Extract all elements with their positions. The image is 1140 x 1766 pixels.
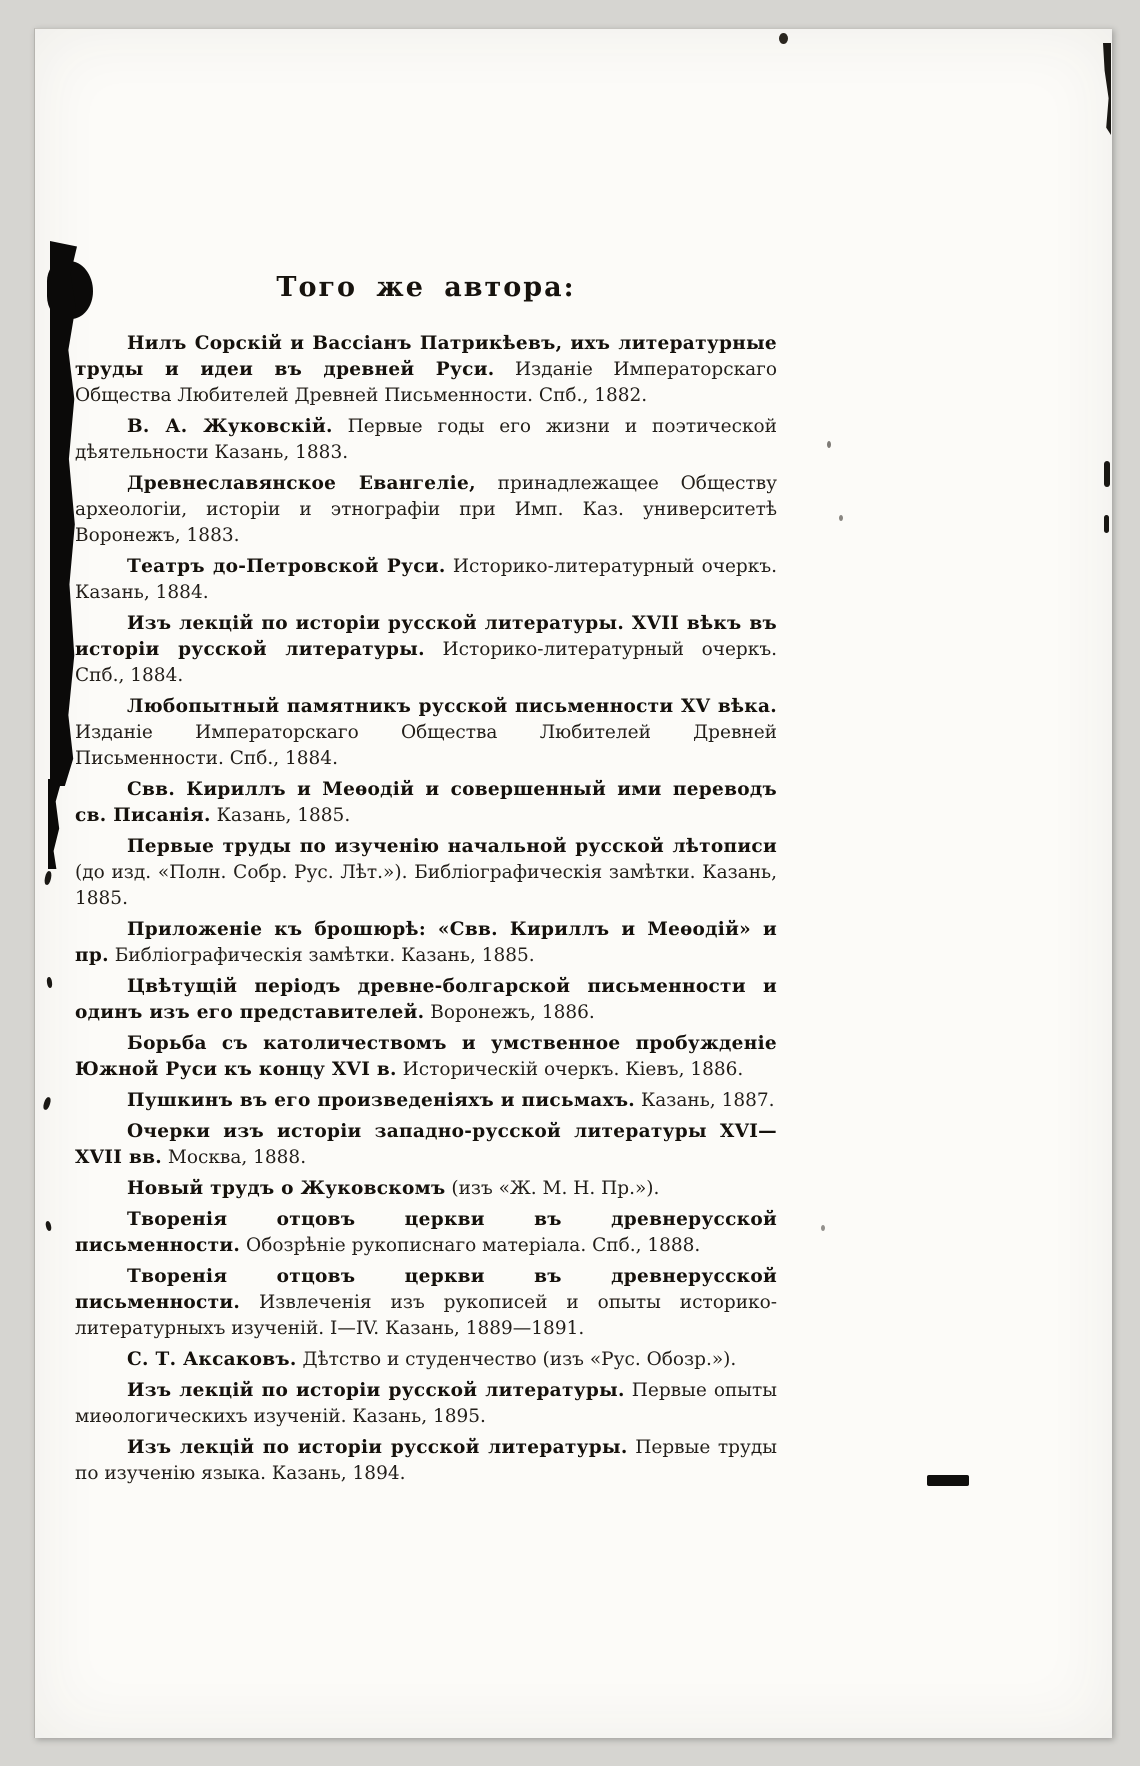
scan-dot-artifact [779, 33, 788, 44]
bibliography-entry [75, 1119, 777, 1171]
bibliography-entry [75, 1435, 777, 1487]
entry-title: Изъ лекцій по исторіи русской литературы. [127, 1437, 628, 1458]
entry-details: Казань, 1885. [210, 805, 351, 826]
page-edge-artifact [1103, 43, 1111, 135]
entry-title: Древнеславянское Евангеліе, [127, 473, 476, 494]
bibliography-entry [75, 694, 777, 772]
scan-dot-artifact [839, 515, 843, 521]
entry-title: Очерки изъ исторіи западно-русской литературы XVI—XVII вв. [75, 1121, 777, 1168]
scan-dot-artifact [821, 1225, 825, 1231]
entry-details: Первые труды по изученію языка. Казань, 1894. [75, 1437, 777, 1484]
entry-title: Изъ лекцій по исторіи русской литературы. XVII вѣкъ въ исторіи русской литературы. [75, 613, 777, 660]
entry-title: Театръ до-Петровской Руси. [127, 556, 446, 577]
page-edge-artifact [1104, 515, 1109, 533]
bibliography-entry [75, 611, 777, 689]
entry-details: Москва, 1888. [162, 1147, 307, 1168]
entry-details: Первые годы его жизни и поэтической дѣятельности Казань, 1883. [75, 416, 778, 463]
binding-shadow-artifact [50, 241, 77, 786]
bibliography-entry [75, 917, 777, 969]
entry-title: Нилъ Сорскій и Вассіанъ Патрикѣевъ, ихъ литературные труды и идеи въ древней Руси. [75, 333, 777, 380]
entry-title: С. Т. Аксаковъ. [127, 1349, 297, 1370]
entry-title: Цвѣтущій періодъ древне-болгарской письменности и одинъ изъ его представителей. [75, 976, 777, 1023]
scan-speck-artifact [46, 977, 52, 989]
entry-details: Историко-литературный очеркъ. Казань, 1884. [75, 556, 777, 603]
binding-shadow-artifact [48, 779, 62, 869]
entry-details: Библіографическія замѣтки. Казань, 1885. [108, 945, 535, 966]
bibliography-entry [75, 1207, 777, 1259]
entry-title: Борьба съ католичествомъ и умственное пробужденіе Южной Руси къ концу XVI в. [75, 1033, 777, 1080]
entry-details: (изъ «Ж. М. Н. Пр.»). [445, 1178, 660, 1199]
entry-title: Пушкинъ въ его произведеніяхъ и письмахъ. [127, 1090, 636, 1111]
entry-title: Творенія отцовъ церкви въ древнерусской письменности. [75, 1266, 777, 1313]
entry-title: В. А. Жуковскій. [127, 416, 333, 437]
ink-bar-artifact [927, 1475, 969, 1486]
scan-dot-artifact [827, 441, 831, 448]
entry-details: Историческій очеркъ. Кіевъ, 1886. [396, 1059, 744, 1080]
entry-details: Изданіе Императорскаго Общества Любителей Древней Письменности. Спб., 1884. [75, 722, 777, 769]
entry-details: Извлеченія изъ рукописей и опыты историко-литературныхъ изученій. I—IV. Казань, 1889—1891. [75, 1292, 777, 1339]
entry-details: Изданіе Императорскаго Общества Любителей Древней Письменности. Спб., 1882. [75, 359, 777, 406]
entry-details: (до изд. «Полн. Собр. Рус. Лѣт.»). Библіографическія замѣтки. Казань, 1885. [75, 862, 777, 909]
bibliography-entry [75, 1347, 777, 1373]
entry-title: Свв. Кириллъ и Меѳодій и совершенный ими переводъ св. Писанія. [75, 779, 777, 826]
bibliography-content [75, 272, 778, 1492]
scan-speck-artifact [45, 1221, 52, 1232]
bibliography-entry [75, 471, 777, 549]
bibliography-entry [75, 554, 777, 606]
book-page [34, 28, 1112, 1738]
entry-title: Любопытный памятникъ русской письменности XV вѣка. [127, 696, 777, 717]
bibliography-entry [75, 974, 777, 1026]
page-title: Того же автора: [276, 272, 576, 303]
entry-title: Первые труды по изученію начальной русской лѣтописи [127, 836, 777, 857]
entry-title: Изъ лекцій по исторіи русской литературы. [127, 1380, 625, 1401]
bibliography-entry [75, 1031, 777, 1083]
bibliography-entry [75, 834, 777, 912]
entry-title: Приложеніе къ брошюрѣ: «Свв. Кириллъ и Меѳодій» и пр. [75, 919, 777, 966]
entry-details: принадлежащее Обществу археологіи, исторіи и этнографіи при Имп. Каз. университетѣ Воронежъ, 1883. [75, 473, 777, 546]
entry-title: Творенія отцовъ церкви въ древнерусской письменности. [75, 1209, 777, 1256]
entry-details: Первые опыты миѳологическихъ изученій. Казань, 1895. [75, 1380, 777, 1427]
bibliography-entry [75, 331, 777, 409]
entry-details: Обозрѣніе рукописнаго матеріала. Спб., 1888. [240, 1235, 701, 1256]
page-edge-artifact [1104, 461, 1110, 487]
scan-speck-artifact [44, 871, 53, 886]
bibliography-entry [75, 414, 777, 466]
bibliography-entry [75, 1176, 777, 1202]
entry-details: Воронежъ, 1886. [424, 1002, 595, 1023]
bibliography-entry [75, 1264, 777, 1342]
bibliography-entry [75, 1088, 777, 1114]
entry-details: Казань, 1887. [635, 1090, 775, 1111]
entry-title: Новый трудъ о Жуковскомъ [127, 1178, 446, 1199]
entry-details: Историко-литературный очеркъ. Спб., 1884. [75, 639, 777, 686]
entry-details: Дѣтство и студенчество (изъ «Рус. Обозр.»). [296, 1349, 737, 1370]
bibliography-entry [75, 777, 777, 829]
scan-speck-artifact [42, 1096, 52, 1110]
bibliography-entry [75, 1378, 777, 1430]
